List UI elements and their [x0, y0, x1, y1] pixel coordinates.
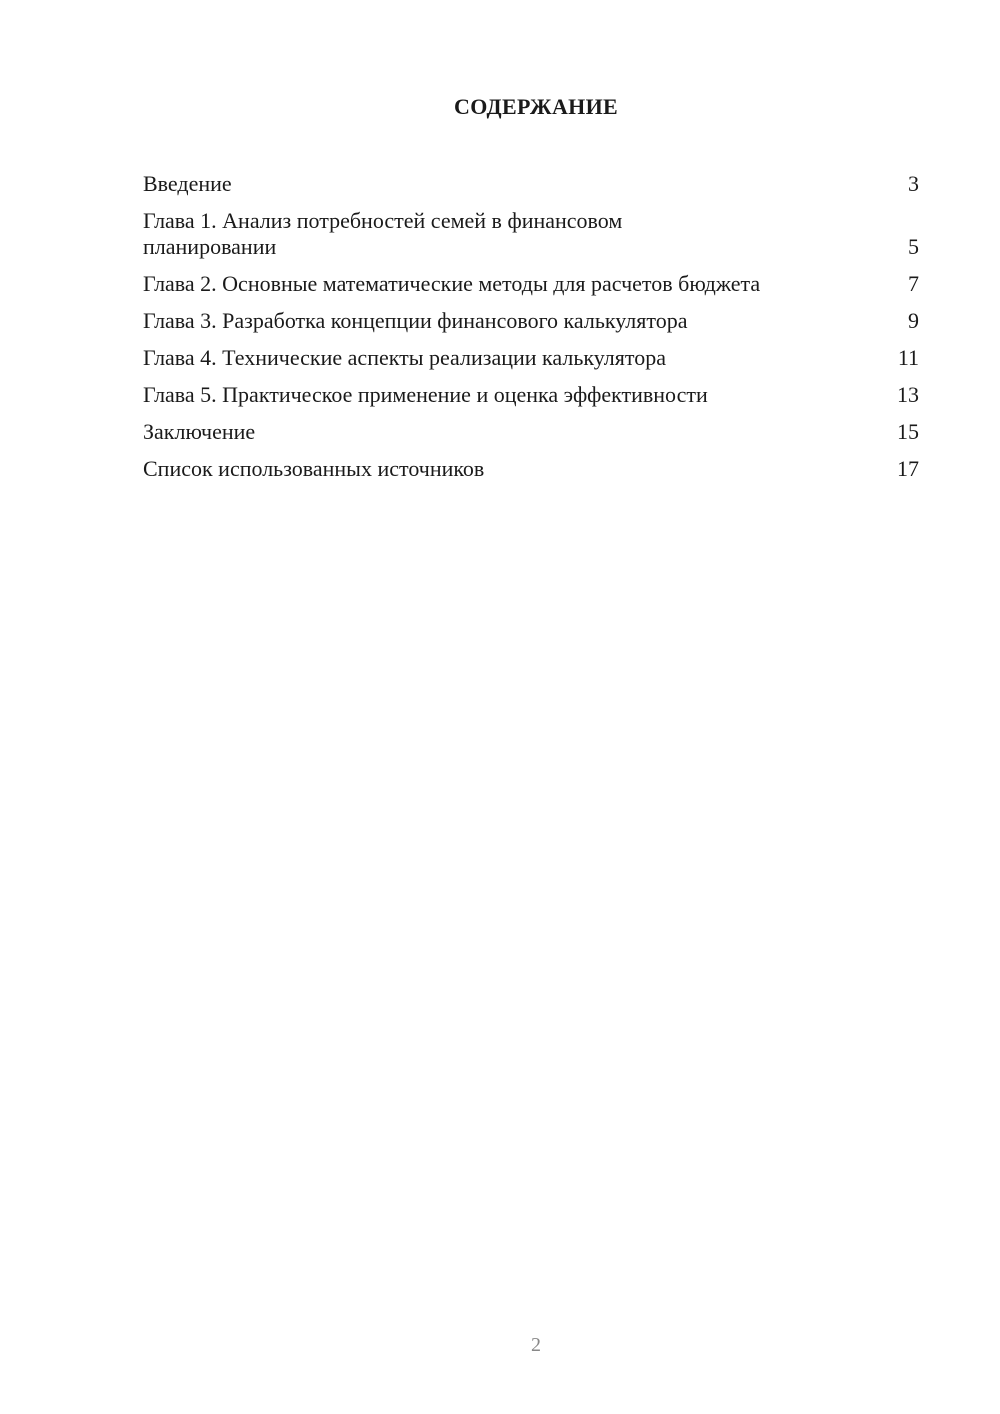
toc-entry-label: Глава 1. Анализ потребностей семей в финансовом планировании [143, 208, 623, 259]
toc-entry-page: 9 [908, 308, 919, 333]
toc-entry-page: 7 [908, 271, 919, 296]
toc-entry-references [143, 456, 919, 482]
toc-entry-chapter-3 [143, 308, 919, 334]
toc-entry-chapter-5 [143, 382, 919, 408]
toc-entry-chapter-2 [143, 271, 919, 297]
toc-entry-page: 11 [897, 345, 919, 370]
toc-entry-chapter-4 [143, 345, 919, 371]
toc-entry-label: Глава 5. Практическое применение и оценка эффективности [143, 382, 708, 407]
toc-entry-conclusion [143, 419, 919, 445]
page-number: 2 [531, 1334, 541, 1356]
toc-entry-page: 3 [908, 171, 919, 196]
toc-entry-label: Введение [143, 171, 232, 196]
toc-entry-label: Глава 2. Основные математические методы для расчетов бюджета [143, 271, 761, 296]
toc-entry-page: 5 [908, 234, 919, 259]
toc-entry-label: Список использованных источников [143, 456, 485, 481]
toc-entry-label: Глава 3. Разработка концепции финансового калькулятора [143, 308, 688, 333]
toc-entry-introduction [143, 171, 919, 197]
toc-title: СОДЕРЖАНИЕ [454, 94, 618, 119]
toc-entry-page: 13 [897, 382, 919, 407]
toc-entry-label: Заключение [143, 419, 256, 444]
toc-entry-label: Глава 4. Технические аспекты реализации калькулятора [143, 345, 666, 370]
toc-list [143, 171, 919, 493]
toc-entry-page: 15 [897, 419, 919, 444]
toc-entry-chapter-1 [143, 208, 919, 260]
toc-entry-page: 17 [897, 456, 919, 481]
